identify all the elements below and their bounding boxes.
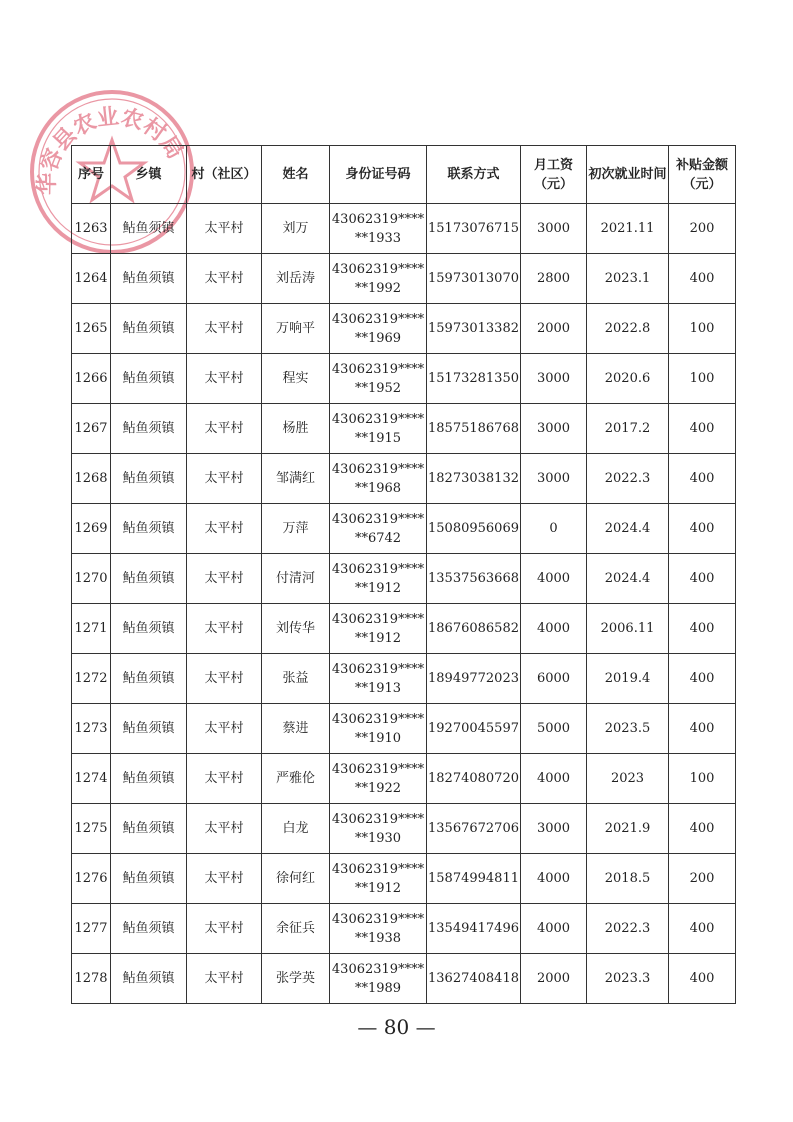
wage-cell: 2800	[521, 254, 587, 304]
phone-cell: 19270045597	[427, 704, 521, 754]
date-cell: 2019.4	[587, 654, 669, 704]
phone-cell: 15080956069	[427, 504, 521, 554]
phone-cell: 18274080720	[427, 754, 521, 804]
id-prefix: 43062319****	[331, 461, 425, 477]
id-suffix: **1989	[354, 980, 402, 996]
phone-cell: 18575186768	[427, 404, 521, 454]
phone-cell: 15173281350	[427, 354, 521, 404]
town-cell: 鲇鱼须镇	[111, 604, 187, 654]
village-cell: 太平村	[187, 904, 262, 954]
seq-cell	[72, 554, 111, 604]
id-cell	[330, 604, 427, 654]
phone-cell: 18949772023	[427, 654, 521, 704]
table-row	[72, 854, 736, 904]
id-cell	[330, 804, 427, 854]
wage-cell: 3000	[521, 404, 587, 454]
village-cell: 太平村	[187, 754, 262, 804]
seq-cell	[72, 304, 111, 354]
seq-cell	[72, 354, 111, 404]
name-cell: 徐何红	[262, 854, 330, 904]
header-seq: 序号	[72, 146, 111, 204]
subsidy-table	[71, 145, 736, 1004]
subsidy-cell: 400	[669, 804, 736, 854]
subsidy-cell: 200	[669, 204, 736, 254]
seq-cell	[72, 804, 111, 854]
svg-text:华容县农业农村局: 华容县农业农村局	[35, 104, 188, 196]
subsidy-cell: 400	[669, 254, 736, 304]
table-row	[72, 304, 736, 354]
subsidy-cell: 200	[669, 854, 736, 904]
date-cell: 2022.8	[587, 304, 669, 354]
name-cell: 万响平	[262, 304, 330, 354]
id-prefix: 43062319****	[331, 561, 425, 577]
id-suffix: **6742	[354, 530, 402, 546]
subsidy-cell: 400	[669, 504, 736, 554]
name-cell: 刘岳涛	[262, 254, 330, 304]
table-row	[72, 654, 736, 704]
phone-cell: 15973013382	[427, 304, 521, 354]
id-suffix: **1969	[354, 330, 402, 346]
seq-value: 1274	[74, 771, 108, 786]
town-cell: 鲇鱼须镇	[111, 754, 187, 804]
subsidy-cell: 100	[669, 354, 736, 404]
seq-cell	[72, 254, 111, 304]
id-cell	[330, 954, 427, 1004]
seq-value: 1278	[74, 971, 108, 986]
id-suffix: **1933	[354, 230, 402, 246]
id-cell	[330, 454, 427, 504]
table-row	[72, 254, 736, 304]
wage-cell: 2000	[521, 304, 587, 354]
town-cell: 鲇鱼须镇	[111, 404, 187, 454]
seq-value: 1263	[74, 221, 108, 236]
header-id-number: 身份证号码	[330, 146, 427, 204]
name-cell: 付清河	[262, 554, 330, 604]
town-cell: 鲇鱼须镇	[111, 904, 187, 954]
town-cell: 鲇鱼须镇	[111, 654, 187, 704]
seq-value: 1265	[74, 321, 108, 336]
id-cell	[330, 254, 427, 304]
town-cell: 鲇鱼须镇	[111, 554, 187, 604]
table-row	[72, 804, 736, 854]
wage-cell: 4000	[521, 604, 587, 654]
town-cell: 鲇鱼须镇	[111, 704, 187, 754]
wage-cell: 3000	[521, 454, 587, 504]
wage-cell: 0	[521, 504, 587, 554]
id-prefix: 43062319****	[331, 611, 425, 627]
id-suffix: **1930	[354, 830, 402, 846]
id-cell	[330, 654, 427, 704]
village-cell: 太平村	[187, 954, 262, 1004]
seq-cell	[72, 654, 111, 704]
date-cell: 2017.2	[587, 404, 669, 454]
seq-value: 1275	[74, 821, 108, 836]
subsidy-cell: 400	[669, 904, 736, 954]
subsidy-cell: 100	[669, 754, 736, 804]
id-prefix: 43062319****	[331, 511, 425, 527]
village-cell: 太平村	[187, 204, 262, 254]
name-cell: 白龙	[262, 804, 330, 854]
date-cell: 2020.6	[587, 354, 669, 404]
header-monthly-wage: 月工资（元）	[521, 146, 587, 204]
phone-cell: 15173076715	[427, 204, 521, 254]
id-cell	[330, 904, 427, 954]
id-suffix: **1992	[354, 280, 402, 296]
wage-cell: 4000	[521, 554, 587, 604]
id-suffix: **1912	[354, 580, 402, 596]
table-header-row	[72, 146, 736, 204]
village-cell: 太平村	[187, 804, 262, 854]
id-prefix: 43062319****	[331, 411, 425, 427]
id-prefix: 43062319****	[331, 911, 425, 927]
date-cell: 2021.9	[587, 804, 669, 854]
wage-cell: 2000	[521, 954, 587, 1004]
name-cell: 张学英	[262, 954, 330, 1004]
id-cell	[330, 554, 427, 604]
seq-cell	[72, 404, 111, 454]
table-row	[72, 404, 736, 454]
name-cell: 刘传华	[262, 604, 330, 654]
subsidy-cell: 400	[669, 954, 736, 1004]
town-cell: 鲇鱼须镇	[111, 304, 187, 354]
seq-cell	[72, 454, 111, 504]
date-cell: 2024.4	[587, 504, 669, 554]
town-cell: 鲇鱼须镇	[111, 854, 187, 904]
id-cell	[330, 704, 427, 754]
village-cell: 太平村	[187, 504, 262, 554]
id-prefix: 43062319****	[331, 761, 425, 777]
subsidy-cell: 400	[669, 704, 736, 754]
id-suffix: **1938	[354, 930, 402, 946]
seq-value: 1276	[74, 871, 108, 886]
seq-cell	[72, 904, 111, 954]
phone-cell: 13537563668	[427, 554, 521, 604]
id-prefix: 43062319****	[331, 861, 425, 877]
id-suffix: **1968	[354, 480, 402, 496]
phone-cell: 15973013070	[427, 254, 521, 304]
name-cell: 程实	[262, 354, 330, 404]
phone-cell: 18273038132	[427, 454, 521, 504]
date-cell: 2022.3	[587, 454, 669, 504]
seq-cell	[72, 754, 111, 804]
name-cell: 杨胜	[262, 404, 330, 454]
town-cell: 鲇鱼须镇	[111, 504, 187, 554]
id-prefix: 43062319****	[331, 311, 425, 327]
wage-cell: 3000	[521, 354, 587, 404]
subsidy-cell: 100	[669, 304, 736, 354]
seq-value: 1271	[74, 621, 108, 636]
id-cell	[330, 504, 427, 554]
id-cell	[330, 304, 427, 354]
seq-cell	[72, 504, 111, 554]
id-prefix: 43062319****	[331, 811, 425, 827]
id-cell	[330, 754, 427, 804]
id-prefix: 43062319****	[331, 711, 425, 727]
seq-value: 1273	[74, 721, 108, 736]
id-cell	[330, 204, 427, 254]
phone-cell: 13567672706	[427, 804, 521, 854]
table-row	[72, 504, 736, 554]
id-prefix: 43062319****	[331, 661, 425, 677]
seq-value: 1272	[74, 671, 108, 686]
seq-value: 1269	[74, 521, 108, 536]
date-cell: 2024.4	[587, 554, 669, 604]
id-prefix: 43062319****	[331, 211, 425, 227]
phone-cell: 18676086582	[427, 604, 521, 654]
id-suffix: **1912	[354, 630, 402, 646]
table-row	[72, 954, 736, 1004]
name-cell: 万萍	[262, 504, 330, 554]
name-cell: 余征兵	[262, 904, 330, 954]
name-cell: 严雅伦	[262, 754, 330, 804]
seq-cell	[72, 204, 111, 254]
town-cell: 鲇鱼须镇	[111, 354, 187, 404]
village-cell: 太平村	[187, 404, 262, 454]
id-suffix: **1910	[354, 730, 402, 746]
village-cell: 太平村	[187, 704, 262, 754]
subsidy-cell: 400	[669, 554, 736, 604]
page-number: — 80 —	[357, 1015, 436, 1039]
header-village: 村（社区）	[187, 146, 262, 204]
village-cell: 太平村	[187, 354, 262, 404]
phone-cell: 13549417496	[427, 904, 521, 954]
id-suffix: **1913	[354, 680, 402, 696]
seq-cell	[72, 604, 111, 654]
name-cell: 蔡进	[262, 704, 330, 754]
date-cell: 2023.5	[587, 704, 669, 754]
subsidy-cell: 400	[669, 454, 736, 504]
wage-cell: 3000	[521, 804, 587, 854]
header-town: 乡镇	[111, 146, 187, 204]
header-subsidy: 补贴金额（元）	[669, 146, 736, 204]
table-row	[72, 704, 736, 754]
seq-value: 1264	[74, 271, 108, 286]
id-suffix: **1915	[354, 430, 402, 446]
subsidy-cell: 400	[669, 604, 736, 654]
seq-value: 1266	[74, 371, 108, 386]
date-cell: 2018.5	[587, 854, 669, 904]
seq-cell	[72, 704, 111, 754]
wage-cell: 5000	[521, 704, 587, 754]
table-row	[72, 554, 736, 604]
village-cell: 太平村	[187, 654, 262, 704]
village-cell: 太平村	[187, 304, 262, 354]
table-row	[72, 354, 736, 404]
table-row	[72, 754, 736, 804]
name-cell: 邹满红	[262, 454, 330, 504]
village-cell: 太平村	[187, 854, 262, 904]
header-first-employment: 初次就业时间	[587, 146, 669, 204]
town-cell: 鲇鱼须镇	[111, 804, 187, 854]
village-cell: 太平村	[187, 554, 262, 604]
subsidy-cell: 400	[669, 404, 736, 454]
date-cell: 2022.3	[587, 904, 669, 954]
town-cell: 鲇鱼须镇	[111, 954, 187, 1004]
table-row	[72, 454, 736, 504]
table-row	[72, 904, 736, 954]
village-cell: 太平村	[187, 604, 262, 654]
id-suffix: **1922	[354, 780, 402, 796]
id-cell	[330, 854, 427, 904]
seq-value: 1270	[74, 571, 108, 586]
town-cell: 鲇鱼须镇	[111, 454, 187, 504]
wage-cell: 4000	[521, 904, 587, 954]
village-cell: 太平村	[187, 454, 262, 504]
seq-cell	[72, 954, 111, 1004]
id-cell	[330, 354, 427, 404]
date-cell: 2023.1	[587, 254, 669, 304]
wage-cell: 4000	[521, 754, 587, 804]
header-contact: 联系方式	[427, 146, 521, 204]
village-cell: 太平村	[187, 254, 262, 304]
seq-value: 1267	[74, 421, 108, 436]
id-suffix: **1952	[354, 380, 402, 396]
town-cell: 鲇鱼须镇	[111, 254, 187, 304]
subsidy-cell: 400	[669, 654, 736, 704]
id-prefix: 43062319****	[331, 361, 425, 377]
table-row	[72, 604, 736, 654]
wage-cell: 6000	[521, 654, 587, 704]
name-cell: 张益	[262, 654, 330, 704]
seq-value: 1277	[74, 921, 108, 936]
phone-cell: 15874994811	[427, 854, 521, 904]
name-cell: 刘万	[262, 204, 330, 254]
date-cell: 2023.3	[587, 954, 669, 1004]
date-cell: 2023	[587, 754, 669, 804]
id-prefix: 43062319****	[331, 961, 425, 977]
wage-cell: 3000	[521, 204, 587, 254]
id-prefix: 43062319****	[331, 261, 425, 277]
id-cell	[330, 404, 427, 454]
wage-cell: 4000	[521, 854, 587, 904]
date-cell: 2006.11	[587, 604, 669, 654]
header-name: 姓名	[262, 146, 330, 204]
seq-value: 1268	[74, 471, 108, 486]
seq-cell	[72, 854, 111, 904]
table-row	[72, 204, 736, 254]
phone-cell: 13627408418	[427, 954, 521, 1004]
town-cell: 鲇鱼须镇	[111, 204, 187, 254]
id-suffix: **1912	[354, 880, 402, 896]
date-cell: 2021.11	[587, 204, 669, 254]
